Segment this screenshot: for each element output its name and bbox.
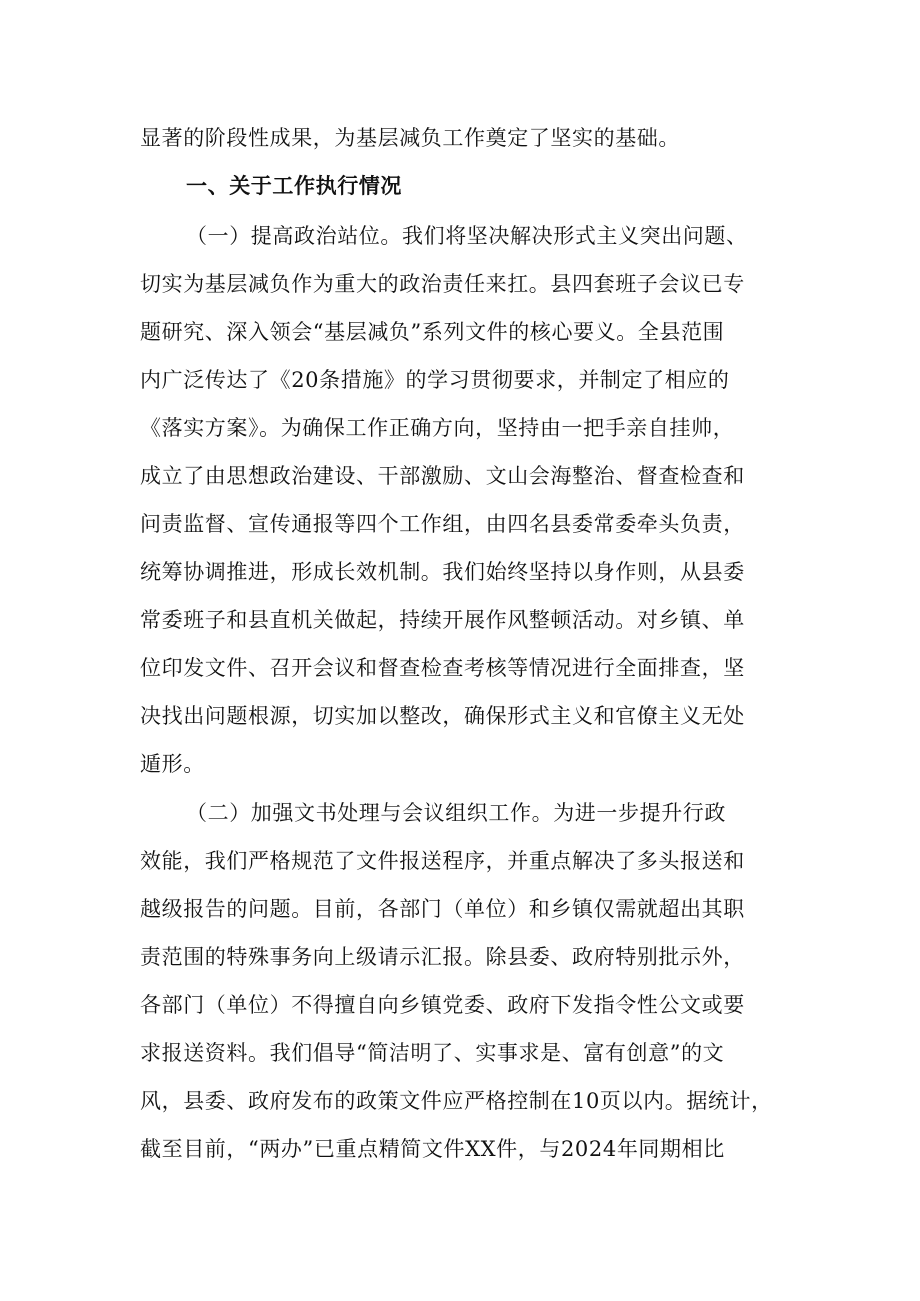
intro-tail-line: 显著的阶段性成果，为基层减负工作奠定了坚实的基础。 [140, 126, 680, 150]
paragraph-1-line: 成立了由思想政治建设、干部激励、文山会海整治、督查检查和 [140, 464, 745, 488]
paragraph-1-line: 内广泛传达了《20条措施》的学习贯彻要求，并制定了相应的 [140, 368, 730, 392]
paragraph-2-line: 责范围的特殊事务向上级请示汇报。除县委、政府特别批示外， [140, 945, 745, 969]
paragraph-1-line: 问责监督、宣传通报等四个工作组，由四名县委常委牵头负责， [140, 512, 745, 536]
paragraph-2-line: 越级报告的问题。目前，各部门（单位）和乡镇仅需就超出其职 [140, 897, 745, 921]
paragraph-2-line: 截至目前，“两办”已重点精简文件XX件，与2024年同期相比 [140, 1137, 725, 1161]
section-heading: 一、关于工作执行情况 [186, 174, 402, 198]
paragraph-2-line: 风，县委、政府发布的政策文件应严格控制在10页以内。据统计， [140, 1089, 773, 1113]
paragraph-1-line: 遁形。 [140, 752, 205, 776]
paragraph-1-line: 切实为基层减负作为重大的政治责任来扛。县四套班子会议已专 [140, 272, 745, 296]
paragraph-1-line: （一）提高政治站位。我们将坚决解决形式主义突出问题、 [186, 224, 748, 248]
paragraph-1-line: 题研究、深入领会“基层减负”系列文件的核心要义。全县范围 [140, 320, 725, 344]
paragraph-1-line: 统筹协调推进，形成长效机制。我们始终坚持以身作则，从县委 [140, 560, 745, 584]
paragraph-1-line: 常委班子和县直机关做起，持续开展作风整顿活动。对乡镇、单 [140, 608, 745, 632]
paragraph-2-line: （二）加强文书处理与会议组织工作。为进一步提升行政 [186, 801, 726, 825]
paragraph-1-line: 决找出问题根源，切实加以整改，确保形式主义和官僚主义无处 [140, 704, 745, 728]
paragraph-2-line: 各部门（单位）不得擅自向乡镇党委、政府下发指令性公文或要 [140, 993, 745, 1017]
paragraph-1-line: 《落实方案》。为确保工作正确方向，坚持由一把手亲自挂帅， [140, 416, 735, 440]
paragraph-2-line: 求报送资料。我们倡导“简洁明了、实事求是、富有创意”的文 [140, 1041, 725, 1065]
paragraph-1-line: 位印发文件、召开会议和督查检查考核等情况进行全面排查，坚 [140, 656, 745, 680]
paragraph-2-line: 效能，我们严格规范了文件报送程序，并重点解决了多头报送和 [140, 849, 745, 873]
